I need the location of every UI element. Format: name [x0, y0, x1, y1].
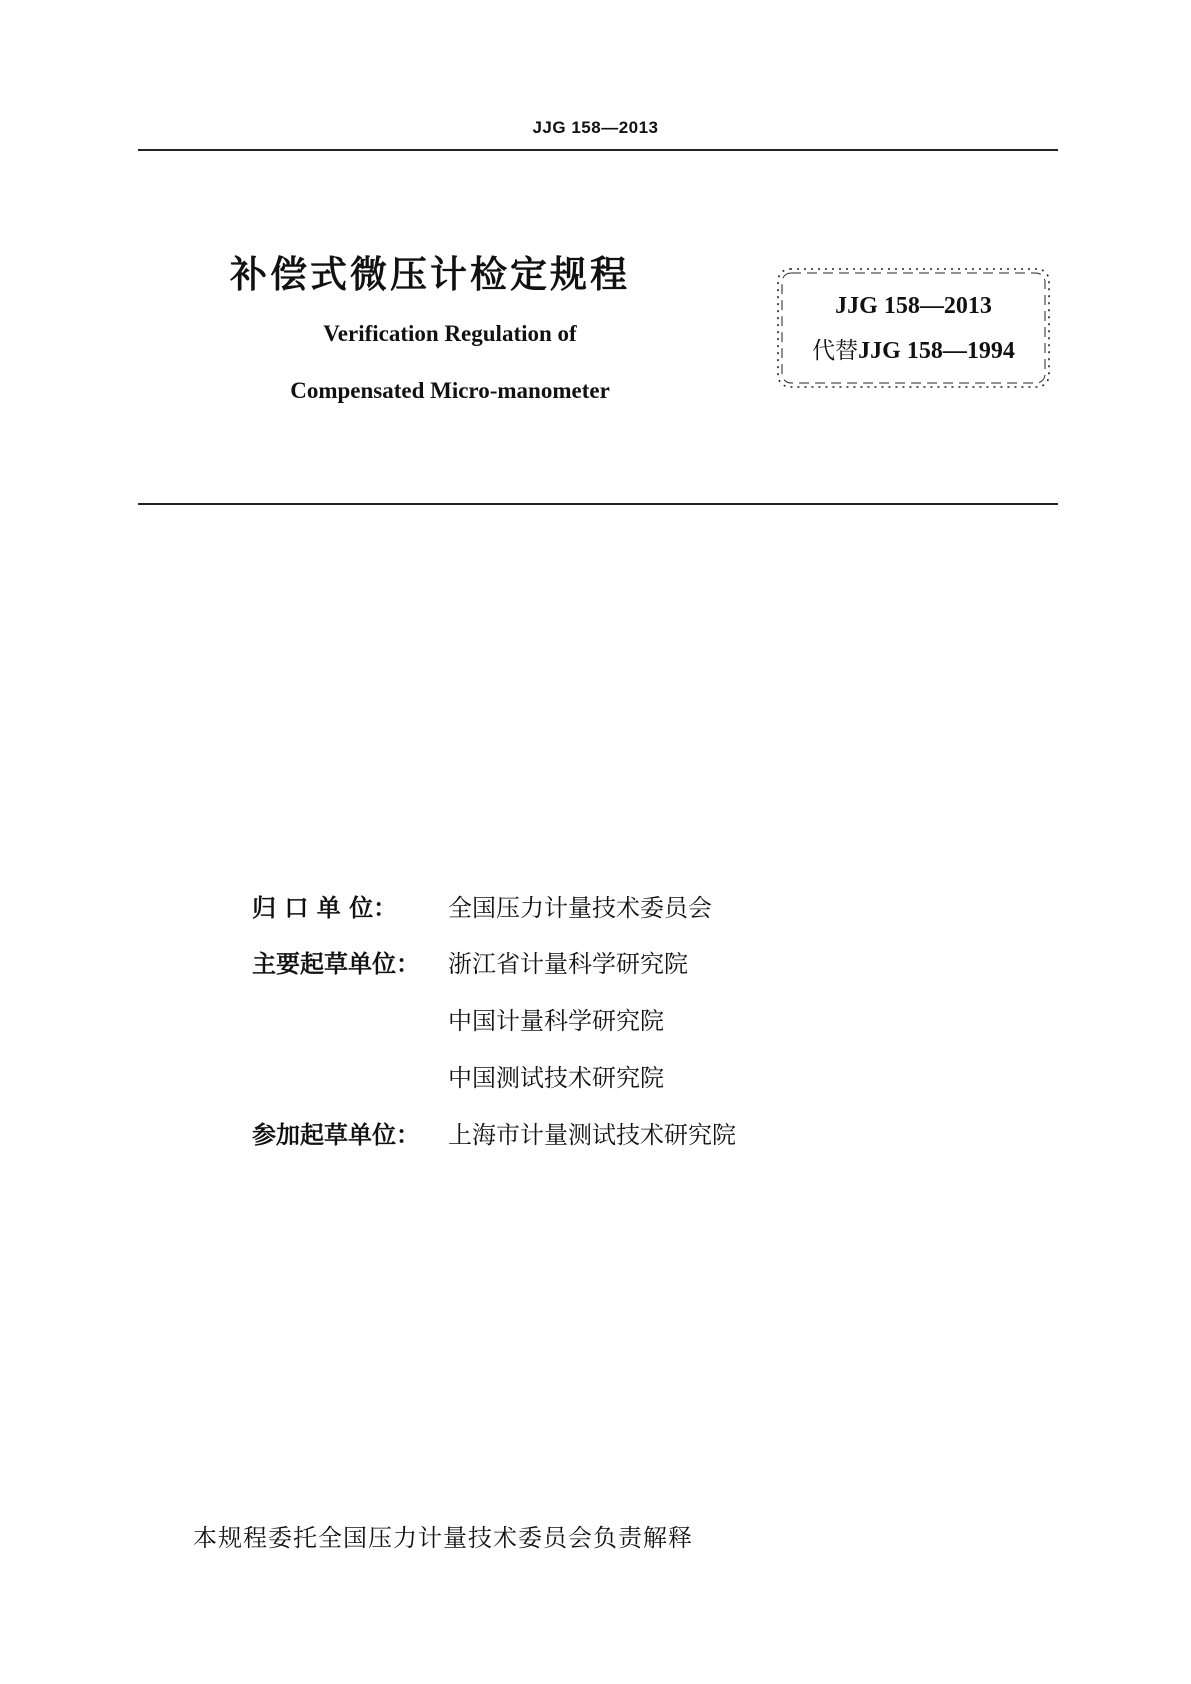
- middle-rule: [138, 503, 1058, 505]
- title-chinese: 补偿式微压计检定规程: [230, 253, 630, 296]
- main-drafting-row-3: [252, 1058, 664, 1093]
- responsible-unit-row: [252, 888, 712, 923]
- top-rule: [138, 149, 1058, 151]
- main-drafting-value-3: 中国测试技术研究院: [448, 1064, 664, 1092]
- responsible-unit-value: 全国压力计量技术委员会: [448, 894, 712, 922]
- main-drafting-row-2: [252, 1001, 664, 1036]
- running-header: JJG 158—2013: [532, 118, 659, 137]
- participating-drafting-label: 参加起草单位：: [252, 1121, 420, 1149]
- main-drafting-row: [252, 944, 688, 979]
- replaces-line: [775, 332, 1052, 365]
- title-english-line1: Verification Regulation of: [323, 321, 577, 346]
- decorative-border-icon: [775, 266, 1052, 390]
- main-drafting-label: 主要起草单位：: [252, 950, 420, 978]
- standard-code: JJG 158—2013: [835, 293, 992, 319]
- interpretation-note: 本规程委托全国压力计量技术委员会负责解释: [193, 1524, 693, 1552]
- participating-drafting-row: [252, 1115, 736, 1150]
- participating-drafting-value: 上海市计量测试技术研究院: [448, 1121, 736, 1149]
- replaces-prefix: 代替: [812, 338, 859, 364]
- replaces-code: JJG 158—1994: [858, 338, 1015, 364]
- main-drafting-value-1: 浙江省计量科学研究院: [448, 950, 688, 978]
- main-drafting-value-2: 中国计量科学研究院: [448, 1007, 664, 1035]
- responsible-unit-label: 归 口 单 位：: [252, 894, 398, 922]
- standard-code-box: [775, 266, 1052, 390]
- title-english-line2: Compensated Micro-manometer: [290, 378, 610, 403]
